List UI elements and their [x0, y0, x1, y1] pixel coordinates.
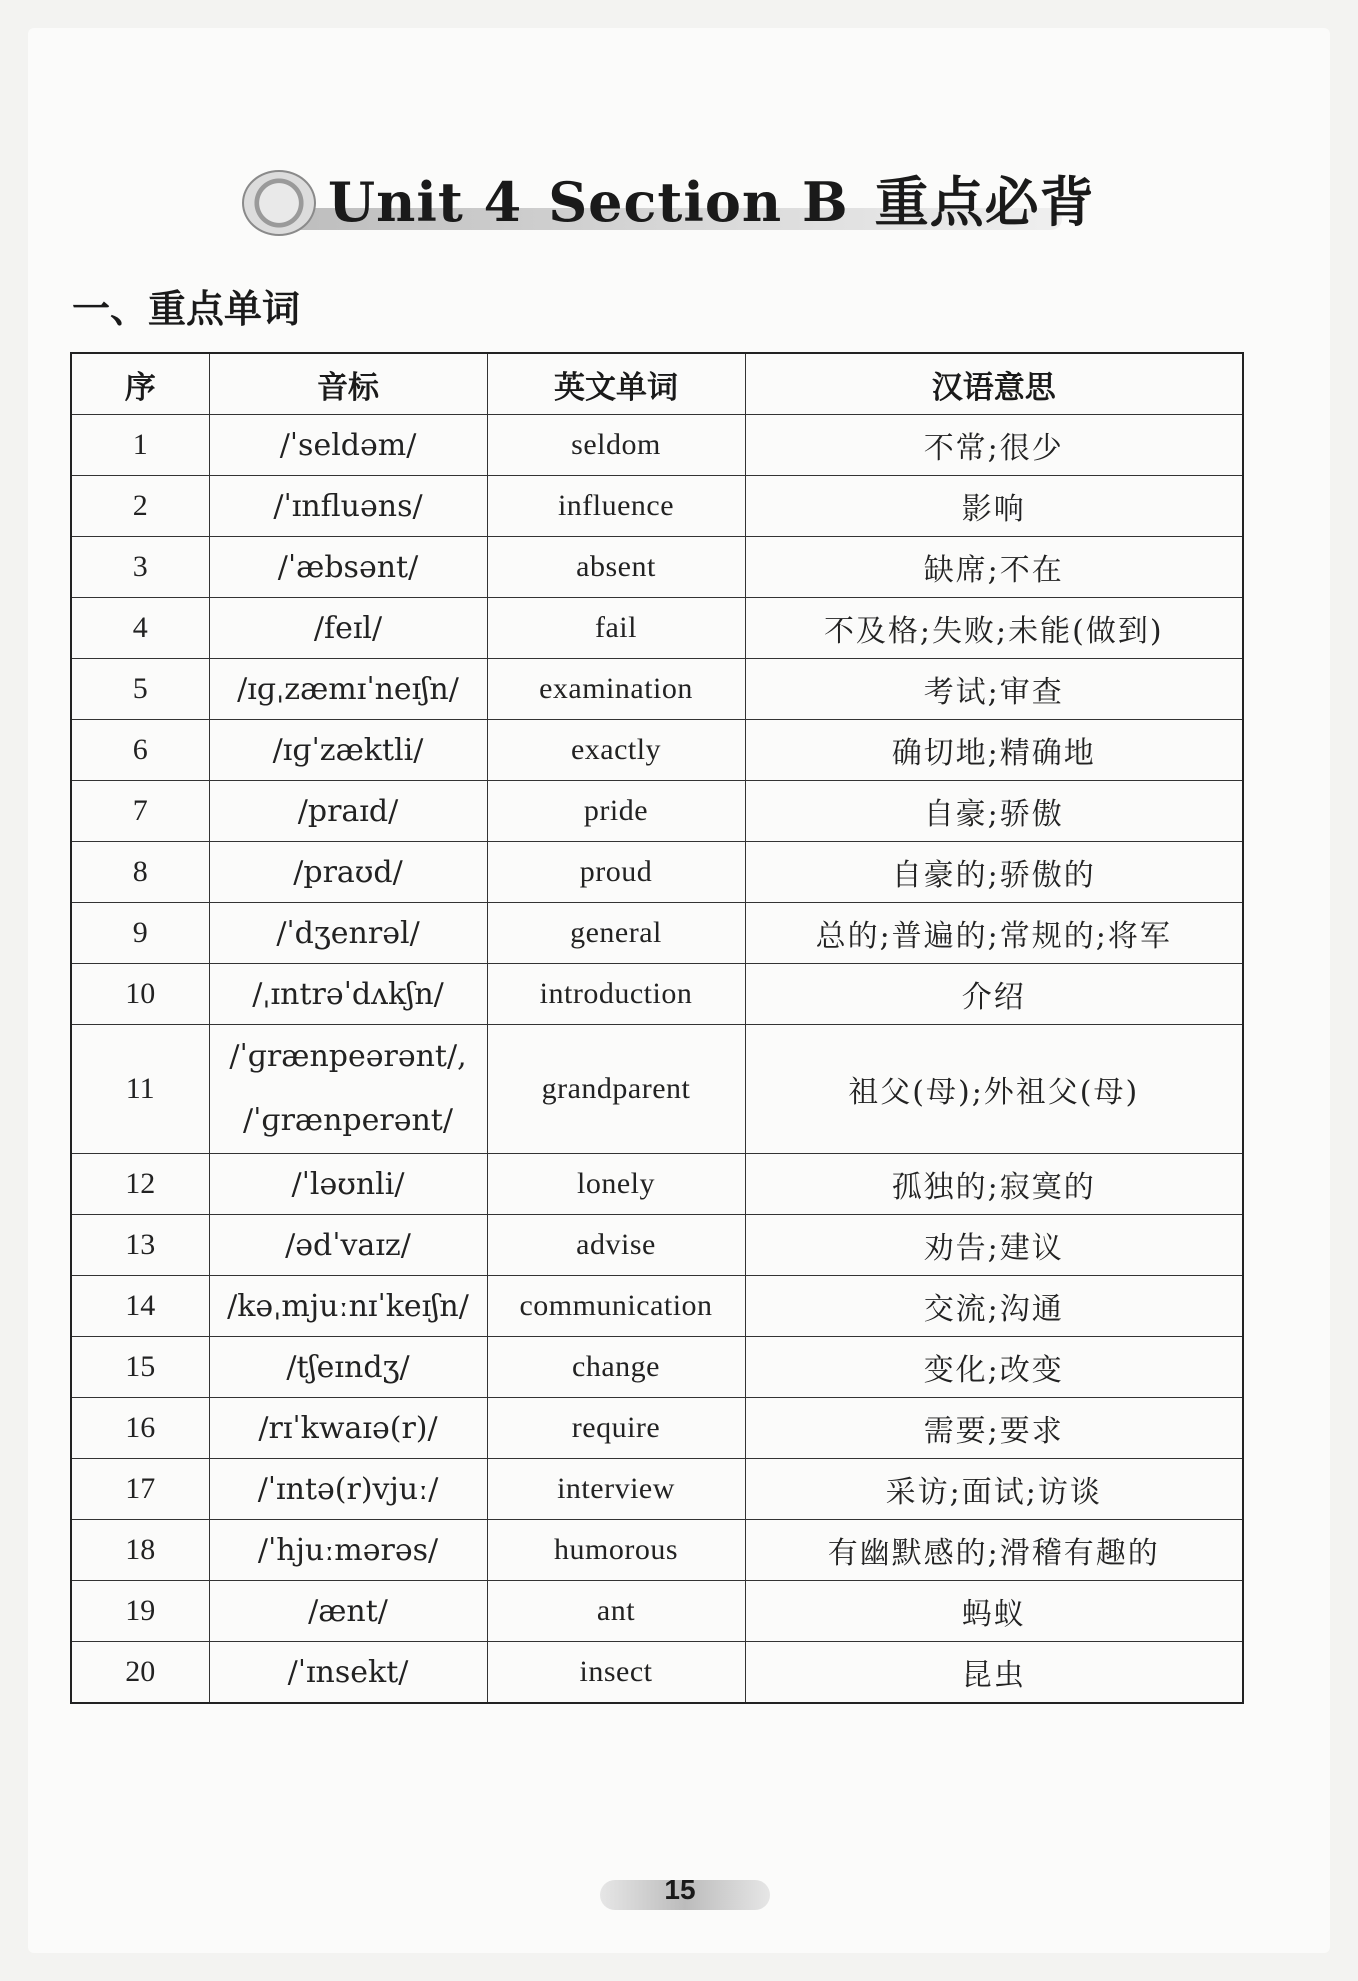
chinese-meaning-cell: 有幽默感的;滑稽有趣的	[745, 1520, 1243, 1581]
table-row	[71, 781, 1243, 842]
phonetic-cell: /praʊd/	[209, 842, 487, 903]
chinese-meaning-cell: 蚂蚁	[745, 1581, 1243, 1642]
english-word-cell: ant	[487, 1581, 745, 1642]
row-number: 15	[71, 1337, 209, 1398]
table-header-row	[71, 353, 1243, 415]
table-row	[71, 1581, 1243, 1642]
row-number: 20	[71, 1642, 209, 1704]
english-word-cell: introduction	[487, 964, 745, 1025]
chinese-meaning-cell: 祖父(母);外祖父(母)	[745, 1025, 1243, 1154]
table-row	[71, 1642, 1243, 1704]
phonetic-cell: /feɪl/	[209, 598, 487, 659]
row-number: 18	[71, 1520, 209, 1581]
chinese-meaning-cell: 昆虫	[745, 1642, 1243, 1704]
row-number: 5	[71, 659, 209, 720]
table-row	[71, 659, 1243, 720]
chinese-meaning-cell: 介绍	[745, 964, 1243, 1025]
row-number: 16	[71, 1398, 209, 1459]
chinese-meaning-cell: 交流;沟通	[745, 1276, 1243, 1337]
row-number: 13	[71, 1215, 209, 1276]
english-word-cell: require	[487, 1398, 745, 1459]
row-number: 11	[71, 1025, 209, 1154]
chinese-meaning-cell: 劝告;建议	[745, 1215, 1243, 1276]
chinese-meaning-cell: 需要;要求	[745, 1398, 1243, 1459]
english-word-cell: advise	[487, 1215, 745, 1276]
row-number: 1	[71, 415, 209, 476]
chinese-meaning-cell: 自豪;骄傲	[745, 781, 1243, 842]
row-number: 4	[71, 598, 209, 659]
table-row	[71, 720, 1243, 781]
english-word-cell: exactly	[487, 720, 745, 781]
page-title	[328, 160, 1121, 237]
table-row	[71, 1025, 1243, 1154]
chinese-meaning-cell: 确切地;精确地	[745, 720, 1243, 781]
phonetic-cell: /tʃeɪndʒ/	[209, 1337, 487, 1398]
row-number: 17	[71, 1459, 209, 1520]
phonetic-cell: /ˈɪntə(r)vjuː/	[209, 1459, 487, 1520]
row-number: 9	[71, 903, 209, 964]
table-row	[71, 1154, 1243, 1215]
english-word-cell: general	[487, 903, 745, 964]
row-number: 10	[71, 964, 209, 1025]
table-row	[71, 598, 1243, 659]
chinese-meaning-cell: 不常;很少	[745, 415, 1243, 476]
english-word-cell: absent	[487, 537, 745, 598]
section-heading: 一、重点单词	[72, 287, 301, 331]
english-word-cell: humorous	[487, 1520, 745, 1581]
phonetic-cell: /ˈæbsənt/	[209, 537, 487, 598]
table-row	[71, 537, 1243, 598]
english-word-cell: seldom	[487, 415, 745, 476]
col-header-word: 英文单词	[487, 353, 745, 415]
phonetic-cell: /ˈhjuːmərəs/	[209, 1520, 487, 1581]
chinese-meaning-cell: 采访;面试;访谈	[745, 1459, 1243, 1520]
row-number: 14	[71, 1276, 209, 1337]
english-word-cell: insect	[487, 1642, 745, 1704]
chinese-meaning-cell: 缺席;不在	[745, 537, 1243, 598]
table-row	[71, 1337, 1243, 1398]
chinese-meaning-cell: 变化;改变	[745, 1337, 1243, 1398]
phonetic-line: /ˈɡrænpeərənt/,	[229, 1039, 467, 1074]
table-row	[71, 964, 1243, 1025]
english-word-cell: influence	[487, 476, 745, 537]
col-header-zh: 汉语意思	[745, 353, 1243, 415]
phonetic-cell: /ˈɪnfluəns/	[209, 476, 487, 537]
phonetic-cell	[209, 1025, 487, 1154]
table-row	[71, 1398, 1243, 1459]
table-row	[71, 903, 1243, 964]
table-row	[71, 1520, 1243, 1581]
phonetic-cell: /ˌɪntrəˈdʌkʃn/	[209, 964, 487, 1025]
phonetic-cell: /ænt/	[209, 1581, 487, 1642]
english-word-cell: communication	[487, 1276, 745, 1337]
chinese-meaning-cell: 考试;审查	[745, 659, 1243, 720]
phonetic-cell: /ˈdʒenrəl/	[209, 903, 487, 964]
chinese-meaning-cell: 孤独的;寂寞的	[745, 1154, 1243, 1215]
phonetic-line: /ˈɡrænperənt/	[243, 1103, 453, 1138]
english-word-cell: grandparent	[487, 1025, 745, 1154]
phonetic-cell: /ədˈvaɪz/	[209, 1215, 487, 1276]
phonetic-cell: /rɪˈkwaɪə(r)/	[209, 1398, 487, 1459]
table-row	[71, 1276, 1243, 1337]
english-word-cell: change	[487, 1337, 745, 1398]
phonetic-cell: /praɪd/	[209, 781, 487, 842]
table-row	[71, 842, 1243, 903]
table-row	[71, 415, 1243, 476]
english-word-cell: fail	[487, 598, 745, 659]
phonetic-cell: /ˈɪnsekt/	[209, 1642, 487, 1704]
emblem-icon	[242, 170, 316, 236]
row-number: 2	[71, 476, 209, 537]
row-number: 7	[71, 781, 209, 842]
chinese-meaning-cell: 自豪的;骄傲的	[745, 842, 1243, 903]
row-number: 8	[71, 842, 209, 903]
title-subtitle: 重点必背	[874, 171, 1095, 234]
row-number: 19	[71, 1581, 209, 1642]
english-word-cell: pride	[487, 781, 745, 842]
col-header-ipa: 音标	[209, 353, 487, 415]
phonetic-cell: /ɪɡˌzæmɪˈneɪʃn/	[209, 659, 487, 720]
table-body	[71, 415, 1243, 1704]
table-row	[71, 1459, 1243, 1520]
phonetic-cell: /kəˌmjuːnɪˈkeɪʃn/	[209, 1276, 487, 1337]
chinese-meaning-cell: 总的;普遍的;常规的;将军	[745, 903, 1243, 964]
vocab-table	[70, 352, 1244, 1704]
phonetic-cell: /ˈləʊnli/	[209, 1154, 487, 1215]
english-word-cell: lonely	[487, 1154, 745, 1215]
phonetic-cell: /ɪɡˈzæktli/	[209, 720, 487, 781]
chinese-meaning-cell: 影响	[745, 476, 1243, 537]
chinese-meaning-cell: 不及格;失败;未能(做到)	[745, 598, 1243, 659]
title-unit: Unit 4	[328, 170, 523, 234]
row-number: 3	[71, 537, 209, 598]
col-header-num: 序	[71, 353, 209, 415]
row-number: 12	[71, 1154, 209, 1215]
title-section: Section B	[548, 170, 849, 234]
table-row	[71, 476, 1243, 537]
row-number: 6	[71, 720, 209, 781]
title-banner	[242, 160, 1095, 240]
table-row	[71, 1215, 1243, 1276]
english-word-cell: interview	[487, 1459, 745, 1520]
phonetic-cell: /ˈseldəm/	[209, 415, 487, 476]
english-word-cell: examination	[487, 659, 745, 720]
page-number: 15	[664, 1874, 696, 1905]
english-word-cell: proud	[487, 842, 745, 903]
